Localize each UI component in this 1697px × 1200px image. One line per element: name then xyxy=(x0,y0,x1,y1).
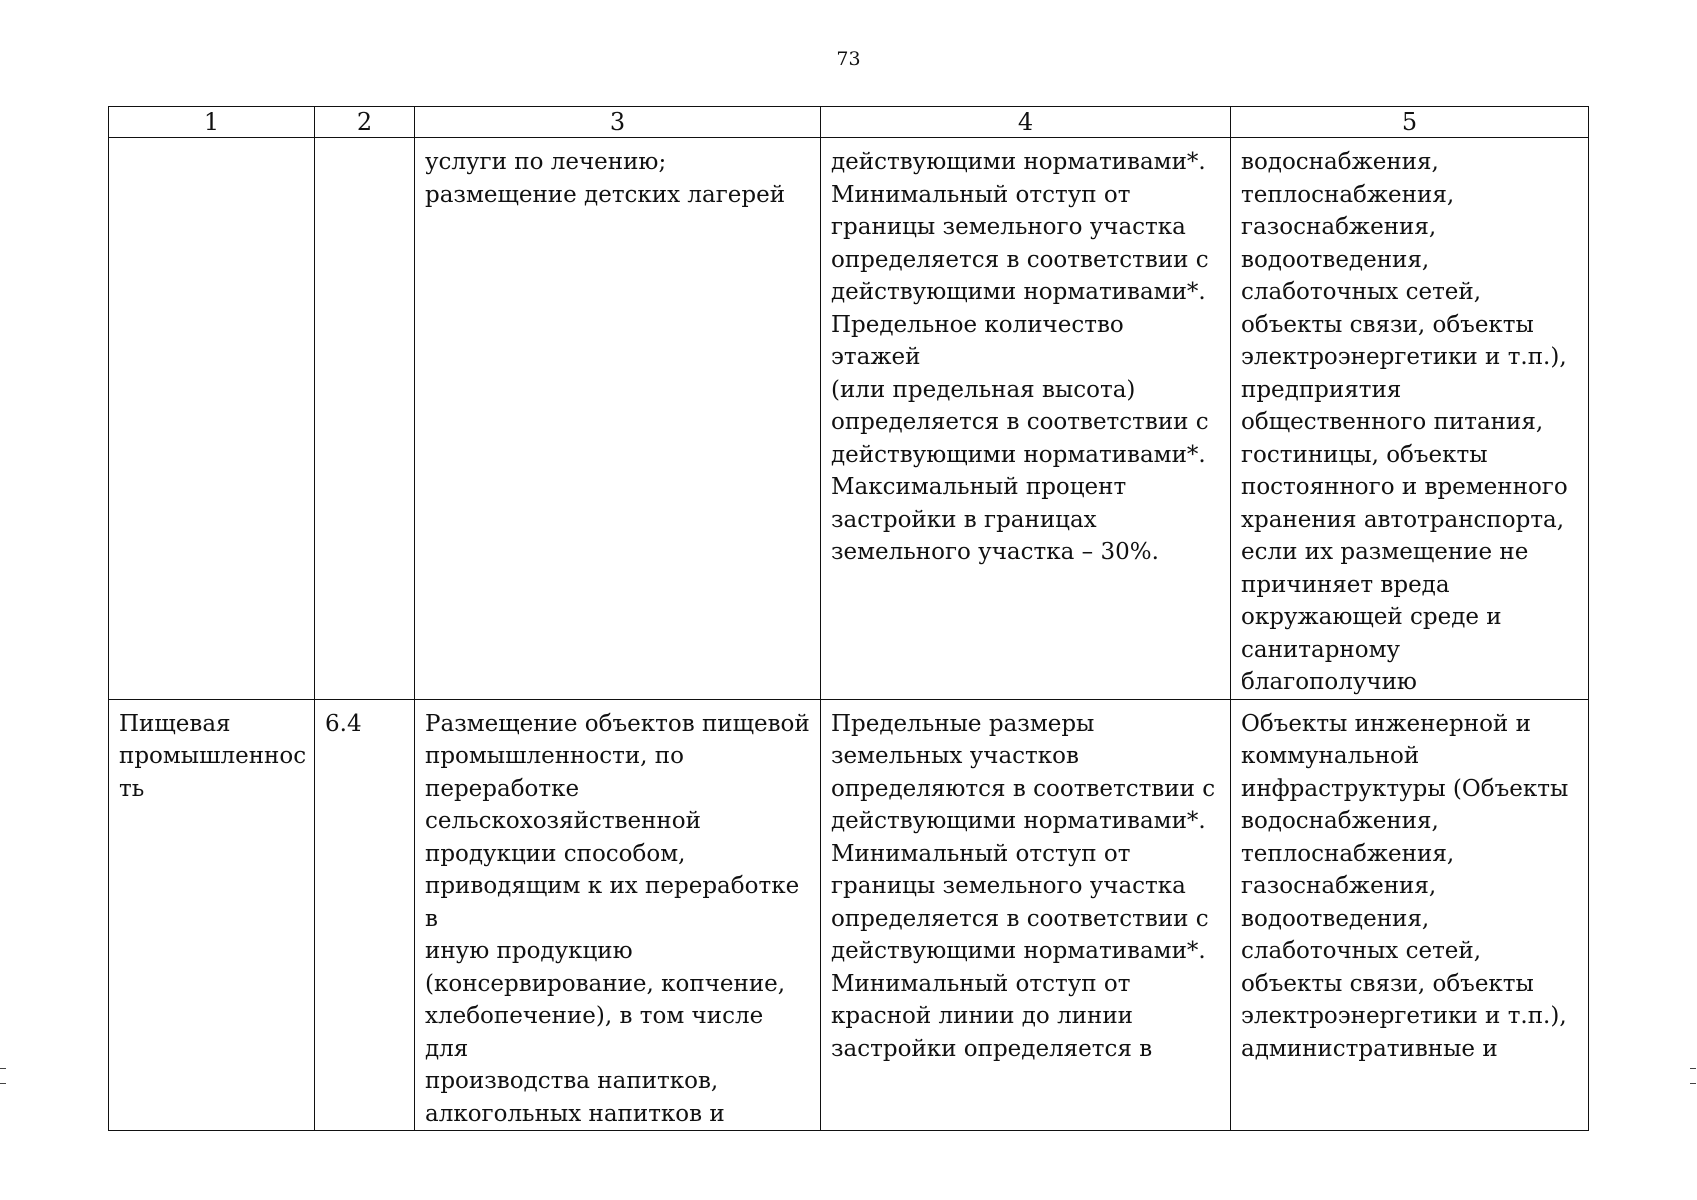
table-row xyxy=(109,138,1589,700)
header-cell-4: 4 xyxy=(821,107,1231,138)
land-use-code-cell xyxy=(315,138,415,700)
right-edge-mark xyxy=(1690,1068,1696,1084)
auxiliary-uses-cell: водоснабжения, теплоснабжения, газоснабжения, водоотведения, слаботочных сетей, объекты связи, объекты электроэнергетики и т.п.), предприятия общественного питания, гостиницы, объекты постоянного и временного хранения автотранспорта, если их размещение не причиняет вреда окружающей среде и санитарному благополучию xyxy=(1231,138,1589,700)
page-number: 73 xyxy=(836,48,861,70)
header-cell-5: 5 xyxy=(1231,107,1589,138)
header-cell-1: 1 xyxy=(109,107,315,138)
zoning-table xyxy=(108,106,1589,1131)
land-use-description-cell: Размещение объектов пищевой промышленности, по переработке сельскохозяйственной продукции способом, приводящим к их переработке в иную продукцию (консервирование, копчение, хлебопечение), в том числе для производства напитков, алкогольных напитков и xyxy=(415,699,821,1131)
table-row xyxy=(109,699,1589,1131)
parameters-cell: Предельные размеры земельных участков определяются в соответствии с действующими нормативами*. Минимальный отступ от границы земельного участка определяется в соответствии с действующими нормативами*. Минимальный отступ от красной линии до линии застройки определяется в xyxy=(821,699,1231,1131)
left-edge-mark xyxy=(0,1068,6,1084)
land-use-code-cell: 6.4 xyxy=(315,699,415,1131)
header-cell-2: 2 xyxy=(315,107,415,138)
land-use-description-cell: услуги по лечению; размещение детских лагерей xyxy=(415,138,821,700)
header-cell-3: 3 xyxy=(415,107,821,138)
land-use-name-cell: Пищевая промышленнос ть xyxy=(109,699,315,1131)
parameters-cell: действующими нормативами*. Минимальный отступ от границы земельного участка определяется в соответствии с действующими нормативами*. Предельное количество этажей (или предельная высота) определяется в соответствии с действующими нормативами*. Максимальный процент застройки в границах земельного участка – 30%. xyxy=(821,138,1231,700)
auxiliary-uses-cell: Объекты инженерной и коммунальной инфраструктуры (Объекты водоснабжения, теплоснабжения, газоснабжения, водоотведения, слаботочных сетей, объекты связи, объекты электроэнергетики и т.п.), административные и xyxy=(1231,699,1589,1131)
land-use-name-cell xyxy=(109,138,315,700)
table-header-row xyxy=(109,107,1589,138)
